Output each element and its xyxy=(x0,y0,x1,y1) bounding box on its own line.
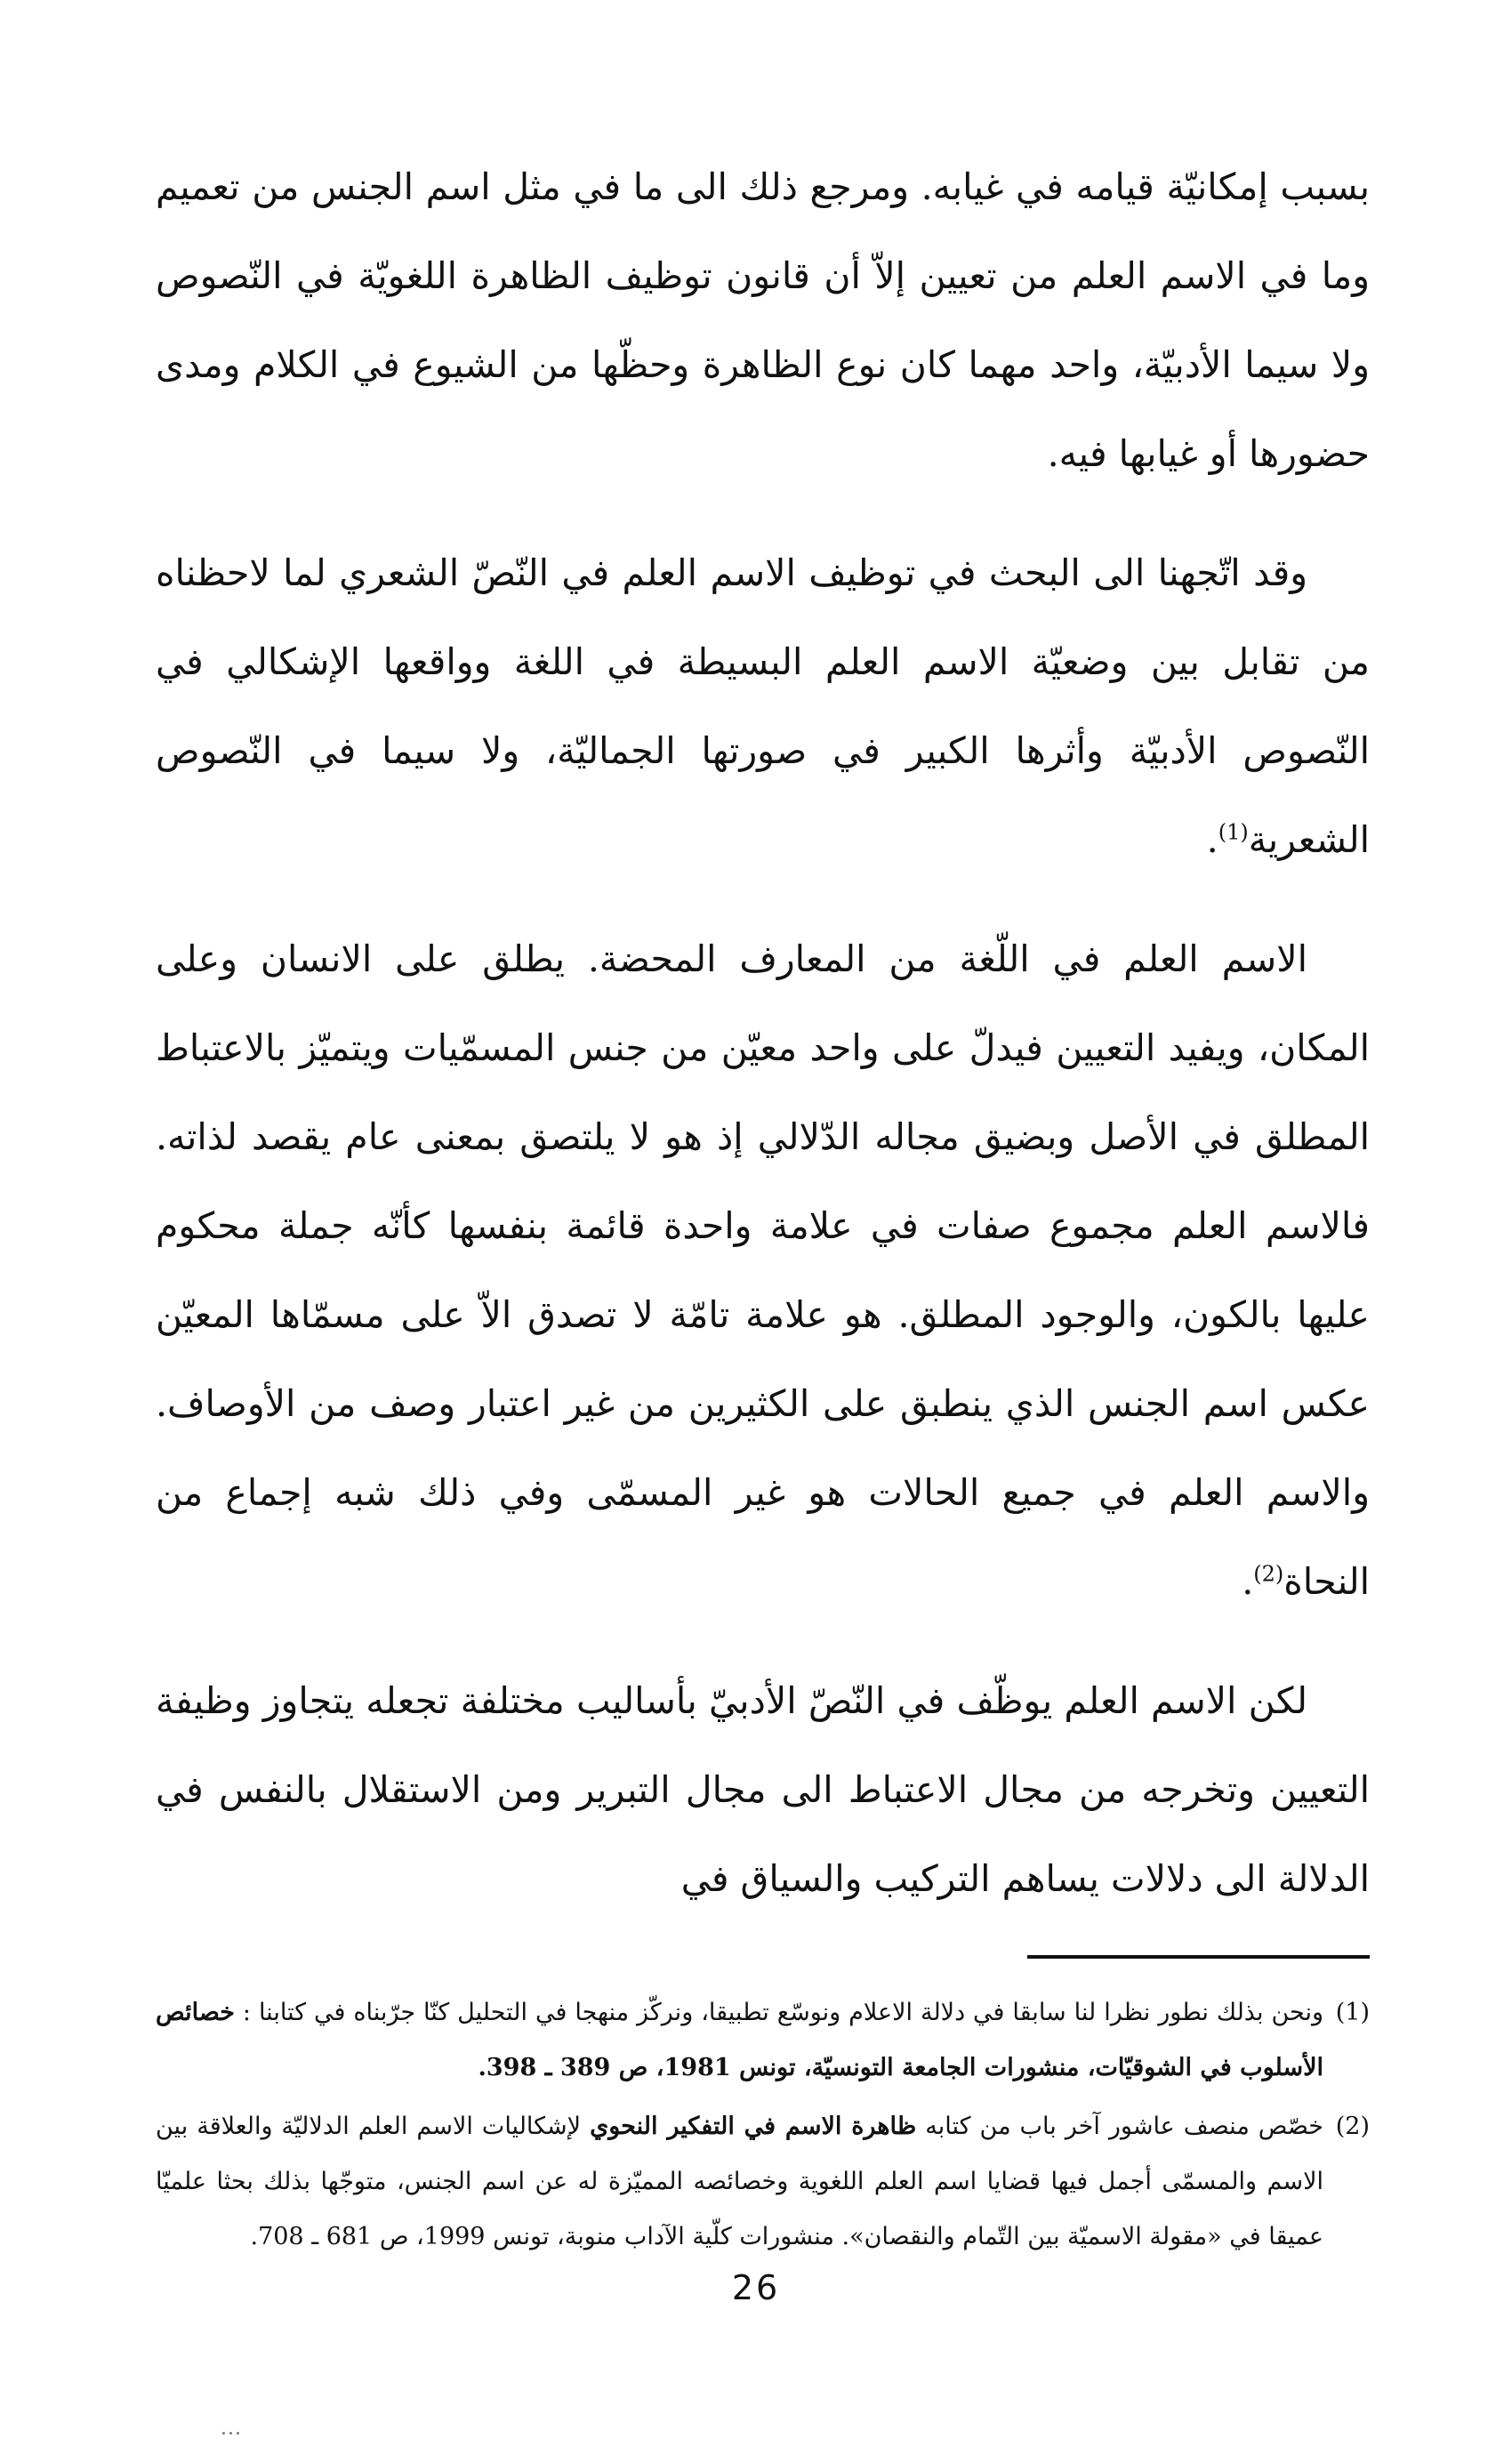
paragraph-2-tail: . xyxy=(1206,818,1218,861)
paragraph-3-text: الاسم العلم في اللّغة من المعارف المحضة. يطلق على الانسان وعلى المكان، ويفيد التعيين فيدلّ على واحد معيّن من جنس المسمّيات ويتميّز بالاعتباط المطلق في الأصل وبضيق مجاله الدّلالي إذ هو لا يلتصق بمعنى عام يقصد لذاته. فالاسم العلم مجموع صفات في علامة واحدة قائمة بنفسها كأنّه جملة محكوم عليها بالكون، والوجود المطلق. هو علامة تامّة لا تصدق الاّ على مسمّاها المعيّن عكس اسم الجنس الذي ينطبق على الكثيرين من غير اعتبار وصف من الأوصاف. والاسم العلم في جميع الحالات هو غير المسمّى وفي ذلك شبه إجماع من النحاة xyxy=(156,938,1370,1603)
paragraph-1-text: بسبب إمكانيّة قيامه في غيابه. ومرجع ذلك الى ما في مثل اسم الجنس من تعميم وما في الاسم العلم من تعيين إلاّ أن قانون توظيف الظاهرة اللغويّة في النّصوص ولا سيما الأدبيّة، واحد مهما كان نوع الظاهرة وحظّها من الشيوع في الكلام ومدى حضورها أو غيابها فيه. xyxy=(156,165,1370,475)
footnote-2-number: (2) xyxy=(1335,2113,1370,2140)
paragraph-3 xyxy=(156,914,1370,1626)
paragraph-1 xyxy=(156,142,1370,498)
footnote-separator xyxy=(156,1955,1370,1959)
footnote-1 xyxy=(156,1985,1370,2096)
page-number: 26 xyxy=(731,2268,781,2307)
paragraph-4-text: لكن الاسم العلم يوظّف في النّصّ الأدبيّ بأساليب مختلفة تجعله يتجاوز وظيفة التعيين وتخرجه من مجال الاعتباط الى مجال التبرير ومن الاستقلال بالنفس في الدلالة الى دلالات يساهم التركيب والسياق في xyxy=(156,1679,1370,1900)
footnote-2-book-title: ظاهرة الاسم في التفكير النحوي xyxy=(590,2113,917,2140)
body-text xyxy=(156,142,1370,1923)
footnote-2 xyxy=(156,2099,1370,2265)
footnote-1-text: ونحن بذلك نطور نظرا لنا سابقا في دلالة الاعلام ونوسّع تطبيقا، ونركّز منهجا في التحليل كنّا جرّبناه في كتابنا : xyxy=(234,1999,1323,2026)
paragraph-2 xyxy=(156,528,1370,884)
footnote-2-text: خصّص منصف عاشور آخر باب من كتابه xyxy=(916,2113,1323,2140)
footnote-2-text-end: لإشكاليات الاسم العلم الدلاليّة والعلاقة بين الاسم والمسمّى أجمل فيها قضايا اسم العلم اللغوية وخصائصه المميّزة له عن اسم الجنس، متوجّها بذلك بحثا علميّا عميقا في «مقولة الاسميّة بين التّمام والنقصان». منشورات كلّية الآداب منوبة، تونس 1999، ص 681 ـ 708. xyxy=(156,2113,1323,2250)
paragraph-2-text: وقد اتّجهنا الى البحث في توظيف الاسم العلم في النّصّ الشعري لما لاحظناه من تقابل بين وضعيّة الاسم العلم البسيطة في اللغة وواقعها الإشكالي في النّصوص الأدبيّة وأثرها الكبير في صورتها الجماليّة، ولا سيما في النّصوص الشعرية xyxy=(156,551,1370,861)
footnote-ref-1[interactable]: (1) xyxy=(1218,819,1249,845)
paragraph-3-tail: . xyxy=(1242,1560,1254,1603)
footnotes xyxy=(156,1985,1370,2265)
footnote-rule xyxy=(1027,1955,1370,1959)
footnote-1-number: (1) xyxy=(1335,1999,1370,2026)
paragraph-4 xyxy=(156,1656,1370,1923)
footnote-1-book-title: خصائص الأسلوب في الشوقيّات، منشورات الجامعة التونسيّة، تونس 1981، ص 389 ـ 398. xyxy=(156,1999,1323,2081)
scan-speck xyxy=(222,2421,253,2427)
footnote-ref-2[interactable]: (2) xyxy=(1253,1561,1284,1587)
